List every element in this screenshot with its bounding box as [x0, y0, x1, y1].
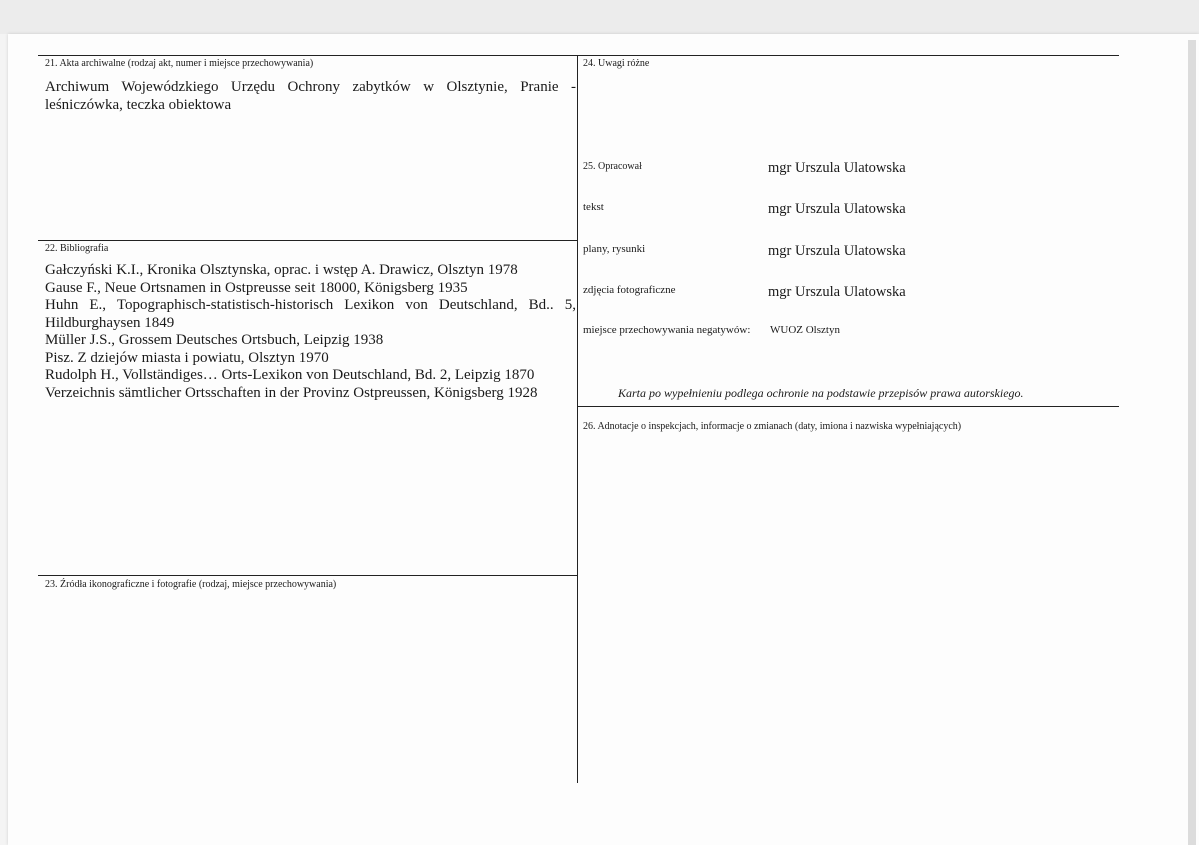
column-divider	[577, 55, 578, 783]
bibliography-entry: Gałczyński K.I., Kronika Olsztynska, oprac. i wstęp A. Drawicz, Olsztyn 1978	[45, 262, 518, 278]
section-21-text	[45, 79, 576, 114]
drawings-author-label: plany, rysunki	[583, 243, 646, 255]
record-card-page	[8, 34, 1199, 845]
bibliography-entry: Rudolph H., Vollständiges… Orts-Lexikon von Deutschland, Bd. 2, Leipzig 1870	[45, 367, 535, 383]
bibliography-entry: Pisz. Z dziejów miasta i powiatu, Olsztyn 1970	[45, 349, 329, 366]
section-25-label: 25. Opracował	[583, 161, 642, 172]
section-23-label: 23. Źródła ikonograficzne i fotografie (rodzaj, miejsce przechowywania)	[45, 579, 337, 590]
rule-26-top	[578, 406, 1119, 407]
rule-22-top	[38, 240, 578, 241]
bibliography-entry: Hildburghaysen 1849	[45, 314, 175, 331]
copyright-notice: Karta po wypełnieniu podlega ochronie na podstawie przepisów prawa autorskiego.	[618, 386, 1024, 400]
section-21-label: 21. Akta archiwalne (rodzaj akt, numer i miejsce przechowywania)	[45, 58, 314, 69]
bibliography-list	[45, 262, 576, 402]
scan-right-edge	[1188, 40, 1196, 845]
prepared-by-value: mgr Urszula Ulatowska	[768, 160, 906, 176]
section-21-line-1: Archiwum Wojewódzkiego Urzędu Ochrony zabytków w Olsztynie, Pranie -	[45, 79, 576, 95]
section-21-line-2: leśniczówka, teczka obiektowa	[45, 96, 232, 113]
rule-23-top	[38, 575, 578, 576]
bibliography-entry: Gause F., Neue Ortsnamen in Ostpreusse seit 18000, Königsberg 1935	[45, 279, 468, 296]
bibliography-entry: Huhn E., Topographisch-statistisch-historisch Lexikon von Deutschland, Bd.. 5,	[45, 297, 576, 313]
section-26-label: 26. Adnotacje o inspekcjach, informacje o zmianach (daty, imiona i nazwiska wypełniających)	[583, 421, 962, 432]
rule-top-left	[38, 55, 578, 56]
scan-top-margin	[0, 0, 1199, 34]
rule-top-right	[578, 55, 1119, 56]
negatives-location-label: miejsce przechowywania negatywów:	[583, 324, 751, 336]
bibliography-entry: Müller J.S., Grossem Deutsches Ortsbuch, Leipzig 1938	[45, 332, 384, 348]
photos-author-label: zdjęcia fotograficzne	[583, 284, 676, 296]
drawings-author-value: mgr Urszula Ulatowska	[768, 243, 906, 259]
text-author-label: tekst	[583, 201, 604, 213]
text-author-value: mgr Urszula Ulatowska	[768, 201, 906, 217]
negatives-location-value: WUOZ Olsztyn	[770, 324, 840, 336]
bibliography-entry: Verzeichnis sämtlicher Ortsschaften in der Provinz Ostpreussen, Königsberg 1928	[45, 384, 538, 401]
section-24-label: 24. Uwagi różne	[583, 58, 650, 69]
section-22-label: 22. Bibliografia	[45, 243, 109, 254]
photos-author-value: mgr Urszula Ulatowska	[768, 284, 906, 300]
